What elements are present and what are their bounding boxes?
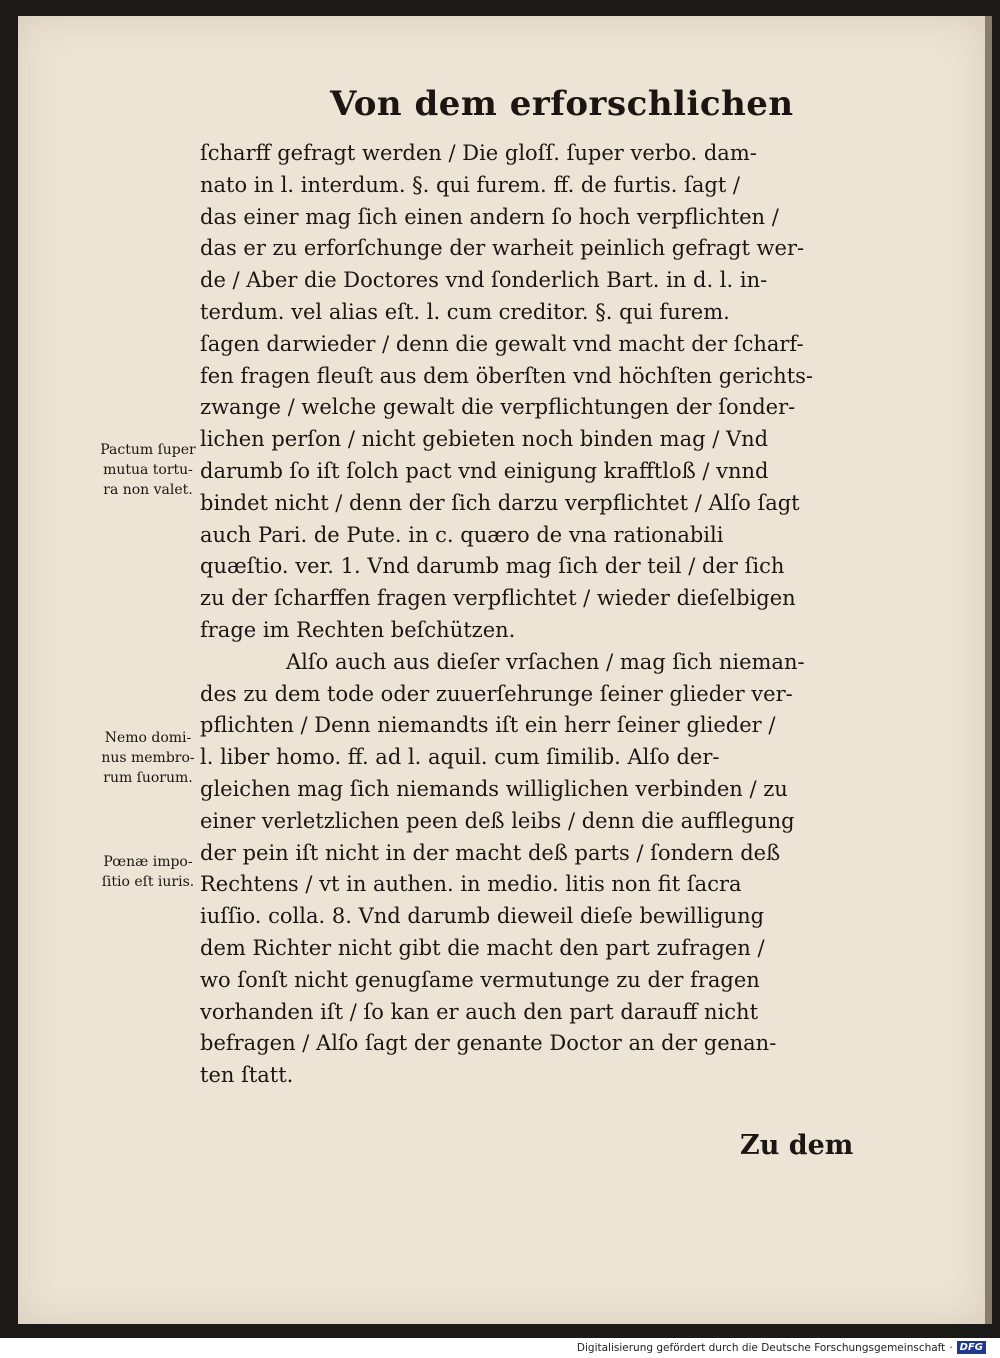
dfg-logo: DFG xyxy=(957,1341,986,1354)
body-line: einer verletzlichen peen deß leibs / denn die aufflegung xyxy=(200,808,795,833)
catchword: Zu dem xyxy=(740,1130,854,1161)
body-line: Rechtens / vt in authen. in medio. litis non fit ſacra xyxy=(200,872,742,897)
body-line: wo ſonſt nicht genugſame vermutunge zu der fragen xyxy=(200,967,760,992)
marginal-line: rum ſuorum. xyxy=(103,770,193,786)
marginal-note-pactum xyxy=(84,440,212,500)
marginal-line: Pœnæ impo- xyxy=(103,854,193,870)
body-line: ſcharff gefragt werden / Die gloſſ. ſuper verbo. dam- xyxy=(200,141,757,165)
running-head: Von dem erforschlichen xyxy=(330,84,794,124)
marginal-note-poenae xyxy=(84,852,212,892)
body-line: befragen / Alſo ſagt der genante Doctor an der genan- xyxy=(200,1031,777,1056)
body-line: l. liber homo. ff. ad l. aquil. cum ſimilib. Alſo der- xyxy=(200,745,720,770)
body-line: bindet nicht / denn der ſich darzu verpflichtet / Alſo ſagt xyxy=(200,490,800,515)
body-line: pflichten / Denn niemandts iſt ein herr ſeiner glieder / xyxy=(200,713,776,738)
body-line: frage im Rechten beſchützen. xyxy=(200,617,516,642)
body-line: lichen perſon / nicht gebieten noch binden mag / Vnd xyxy=(200,427,769,452)
marginal-line: nus membro- xyxy=(101,750,195,766)
body-line: iuſſio. colla. 8. Vnd darumb dieweil dieſe bewilligung xyxy=(200,904,765,929)
body-line: ten ſtatt. xyxy=(200,1063,294,1088)
marginal-line: Nemo domi- xyxy=(104,730,192,746)
body-line: nato in l. interdum. §. qui furem. ff. de furtis. ſagt / xyxy=(200,172,741,197)
footer-separator: · xyxy=(949,1341,953,1354)
body-line: des zu dem tode oder zuuerſehrunge ſeiner glieder ver- xyxy=(200,681,793,706)
body-line: auch Pari. de Pute. in c. quæro de vna rationabili xyxy=(200,522,724,547)
marginal-line: ſitio eſt iuris. xyxy=(101,874,195,890)
body-line: vorhanden iſt / ſo kan er auch den part darauff nicht xyxy=(200,999,759,1024)
marginal-note-nemo xyxy=(84,728,212,788)
body-text xyxy=(200,138,850,1092)
footer-credit xyxy=(577,1341,986,1354)
footer-text: Digitalisierung gefördert durch die Deutsche Forschungsgemeinschaft xyxy=(576,1341,946,1354)
body-line: de / Aber die Doctores vnd ſonderlich Bart. in d. l. in- xyxy=(200,268,768,293)
body-line: das einer mag ſich einen andern ſo hoch verpflichten / xyxy=(200,204,779,229)
body-line: quæſtio. ver. 1. Vnd darumb mag ſich der teil / der ſich xyxy=(200,554,785,579)
marginal-line: Pactum ſuper xyxy=(100,442,196,458)
body-line: fen fragen fleuſt aus dem öberſten vnd höchſten gerichts- xyxy=(200,363,814,388)
body-line: terdum. vel alias eſt. l. cum creditor. §. qui furem. xyxy=(200,299,730,324)
body-line: darumb ſo iſt ſolch pact vnd einigung krafftloß / vnnd xyxy=(200,458,769,483)
body-line: das er zu erforſchunge der warheit peinlich gefragt wer- xyxy=(200,236,805,261)
body-line: zwange / welche gewalt die verpflichtungen der ſonder- xyxy=(200,395,796,420)
body-line: ſagen darwieder / denn die gewalt vnd macht der ſcharf- xyxy=(200,331,804,356)
body-line: zu der ſcharffen fragen verpflichtet / wieder dieſelbigen xyxy=(200,586,796,611)
marginal-line: ra non valet. xyxy=(103,482,193,498)
marginal-line: mutua tortu- xyxy=(103,462,193,478)
page-edge xyxy=(985,16,992,1324)
body-line: dem Richter nicht gibt die macht den part zufragen / xyxy=(200,935,765,960)
body-line: Alſo auch aus dieſer vrſachen / mag ſich nieman- xyxy=(286,649,805,674)
body-line: der pein iſt nicht in der macht deß parts / ſondern deß xyxy=(200,840,781,865)
body-line: gleichen mag ſich niemands williglichen verbinden / zu xyxy=(200,776,788,801)
